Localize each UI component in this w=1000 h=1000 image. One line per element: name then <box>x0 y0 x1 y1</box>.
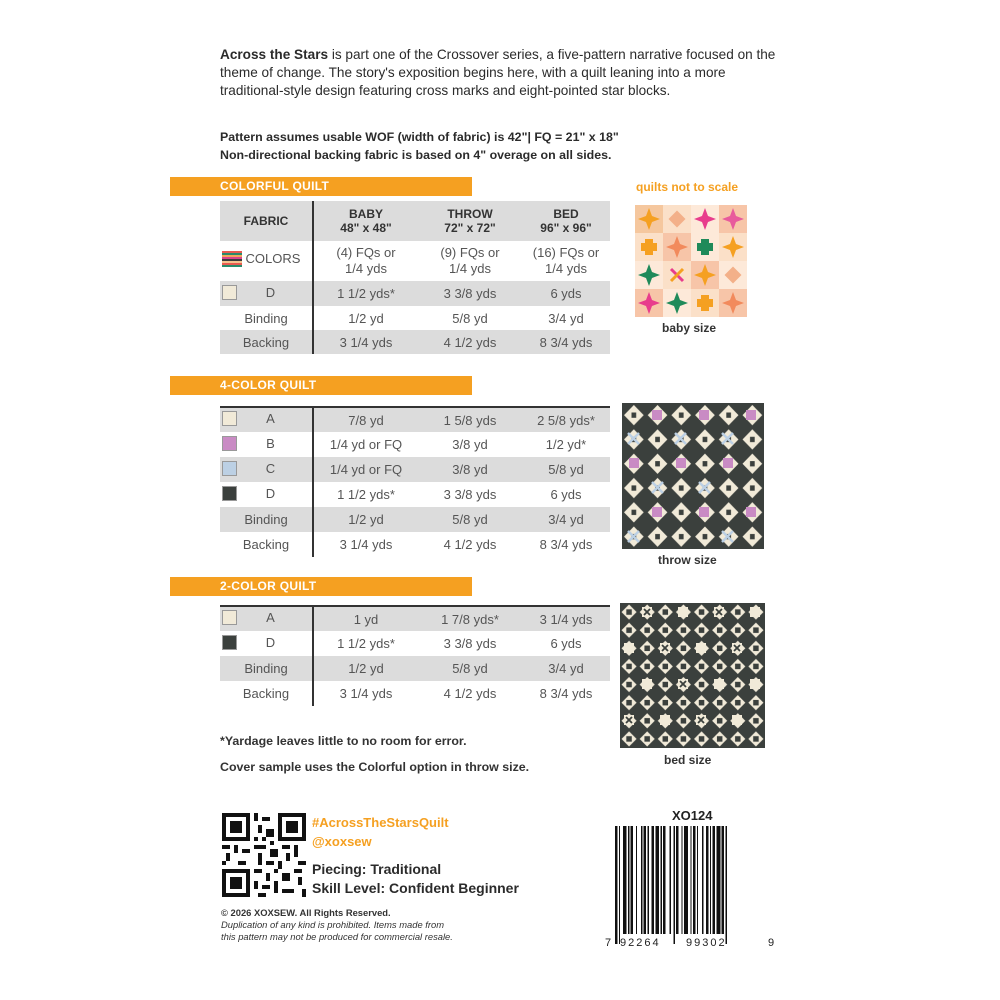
barcode-bar <box>681 826 682 934</box>
throw-size-label: throw size <box>658 553 717 567</box>
two-color-quilt-illustration <box>620 603 765 748</box>
table-row: A 1 yd 1 7/8 yds* 3 1/4 yds <box>220 606 610 631</box>
pattern-title: Across the Stars <box>220 47 329 62</box>
swatch-icon <box>222 461 237 476</box>
colorful-quilt-heading: COLORFUL QUILT <box>170 177 472 196</box>
barcode-bar <box>623 826 627 934</box>
barcode-bar <box>674 826 675 944</box>
barcode-bar <box>697 826 698 934</box>
piecing-type: Piecing: Traditional <box>312 861 442 877</box>
swatch-icon <box>222 285 237 300</box>
copyright-dup-1: Duplication of any kind is prohibited. Items made from <box>221 919 445 930</box>
barcode-digits-3: 99302 <box>686 937 727 949</box>
table-row: D 1 1/2 yds* 3 3/8 yds 6 yds <box>220 482 610 507</box>
two-color-quilt-table <box>220 605 610 706</box>
intro-paragraph <box>220 46 780 100</box>
pattern-details <box>312 860 519 898</box>
barcode-bar <box>628 826 629 934</box>
barcode-bar <box>619 826 620 944</box>
yardage-note: *Yardage leaves little to no room for error. <box>220 734 467 748</box>
baby-size-label: baby size <box>662 321 717 335</box>
barcode-bar <box>636 826 637 934</box>
table-row: Backing 3 1/4 yds 4 1/2 yds 8 3/4 yds <box>220 330 610 354</box>
barcode-icon <box>613 826 773 951</box>
table-row: Binding 1/2 yd 5/8 yd 3/4 yd <box>220 306 610 330</box>
table-row: A 7/8 yd 1 5/8 yds 2 5/8 yds* <box>220 407 610 432</box>
colorful-quilt-illustration <box>635 205 747 317</box>
barcode-bar <box>713 826 716 934</box>
barcode-bar <box>726 826 727 944</box>
barcode-bar <box>693 826 696 934</box>
barcode-digit-1: 7 <box>605 937 612 949</box>
table-row: Backing 3 1/4 yds 4 1/2 yds 8 3/4 yds <box>220 681 610 706</box>
swatch-icon <box>222 635 237 650</box>
barcode-bar <box>661 826 662 934</box>
assumption-backing: Non-directional backing fabric is based on 4" overage on all sides. <box>220 148 612 162</box>
barcode-digits-2: 92264 <box>620 937 661 949</box>
handle-link[interactable]: @xoxsew <box>312 834 372 849</box>
col-throw: THROW 72" x 72" <box>418 201 522 241</box>
barcode-bar <box>716 826 720 934</box>
swatch-icon <box>222 411 237 426</box>
barcode-bar <box>706 826 709 934</box>
table-row: C 1/4 yd or FQ 3/8 yd 5/8 yd <box>220 457 610 482</box>
barcode-bar <box>722 826 725 934</box>
barcode-bar <box>644 826 647 934</box>
table-row: COLORS (4) FQs or 1/4 yds (9) FQs or 1/4 yds (16) FQs or 1/4 yds <box>220 241 610 281</box>
qr-code-icon[interactable] <box>222 813 306 897</box>
table-row: D 1 1/2 yds* 3 3/8 yds 6 yds <box>220 631 610 656</box>
barcode-bar <box>690 826 691 934</box>
four-color-quilt-illustration <box>622 403 764 549</box>
swatch-icon <box>222 436 237 451</box>
barcode-bar <box>641 826 642 934</box>
skill-level: Skill Level: Confident Beginner <box>312 880 519 896</box>
four-color-quilt-heading: 4-COLOR QUILT <box>170 376 472 395</box>
cover-note: Cover sample uses the Colorful option in throw size. <box>220 760 530 774</box>
sku-code: XO124 <box>672 808 713 823</box>
table-row: Binding 1/2 yd 5/8 yd 3/4 yd <box>220 656 610 681</box>
barcode-bar <box>648 826 649 934</box>
social-tags <box>312 813 449 851</box>
swatch-icon <box>222 610 237 625</box>
barcode-bar <box>702 826 703 934</box>
assumption-wof: Pattern assumes usable WOF (width of fabric) is 42"| FQ = 21" x 18" <box>220 130 619 144</box>
col-baby: BABY 48" x 48" <box>313 201 418 241</box>
colors-swatch-icon <box>222 251 242 267</box>
barcode-bar <box>710 826 711 934</box>
colorful-quilt-table <box>220 201 611 354</box>
barcode-bar <box>655 826 659 934</box>
barcode-bar <box>676 826 679 934</box>
hashtag-link[interactable]: #AcrossTheStarsQuilt <box>312 815 449 830</box>
barcode-bar <box>631 826 634 934</box>
table-row: B 1/4 yd or FQ 3/8 yd 1/2 yd* <box>220 432 610 457</box>
bed-size-label: bed size <box>664 753 712 767</box>
col-bed: BED 96" x 96" <box>522 201 610 241</box>
intro-text: is part one of the Crossover series, a five-pattern narrative focused on the theme of change. The story's exposition begins here, with a quilt leaning into a more traditional-style design featuring cross marks and eight-pointed star blocks. <box>220 47 776 98</box>
scale-note: quilts not to scale <box>636 180 739 194</box>
swatch-icon <box>222 486 237 501</box>
barcode-bar <box>684 826 688 934</box>
table-row: Backing 3 1/4 yds 4 1/2 yds 8 3/4 yds <box>220 532 610 557</box>
barcode-bar <box>651 826 654 934</box>
two-color-quilt-heading: 2-COLOR QUILT <box>170 577 472 596</box>
table-row: D 1 1/2 yds* 3 3/8 yds 6 yds <box>220 281 610 306</box>
col-fabric: FABRIC <box>220 201 313 241</box>
copyright-dup-2: this pattern may not be produced for commercial resale. <box>221 931 453 942</box>
barcode-digit-4: 9 <box>768 937 775 949</box>
four-color-quilt-table <box>220 406 610 557</box>
barcode-bar <box>670 826 671 934</box>
assumptions <box>220 128 780 164</box>
table-row: Binding 1/2 yd 5/8 yd 3/4 yd <box>220 507 610 532</box>
copyright-rights: © 2026 XOXSEW. All Rights Reserved. <box>221 907 391 918</box>
copyright <box>221 907 453 943</box>
barcode-bar <box>615 826 618 944</box>
barcode-bar <box>663 826 666 934</box>
